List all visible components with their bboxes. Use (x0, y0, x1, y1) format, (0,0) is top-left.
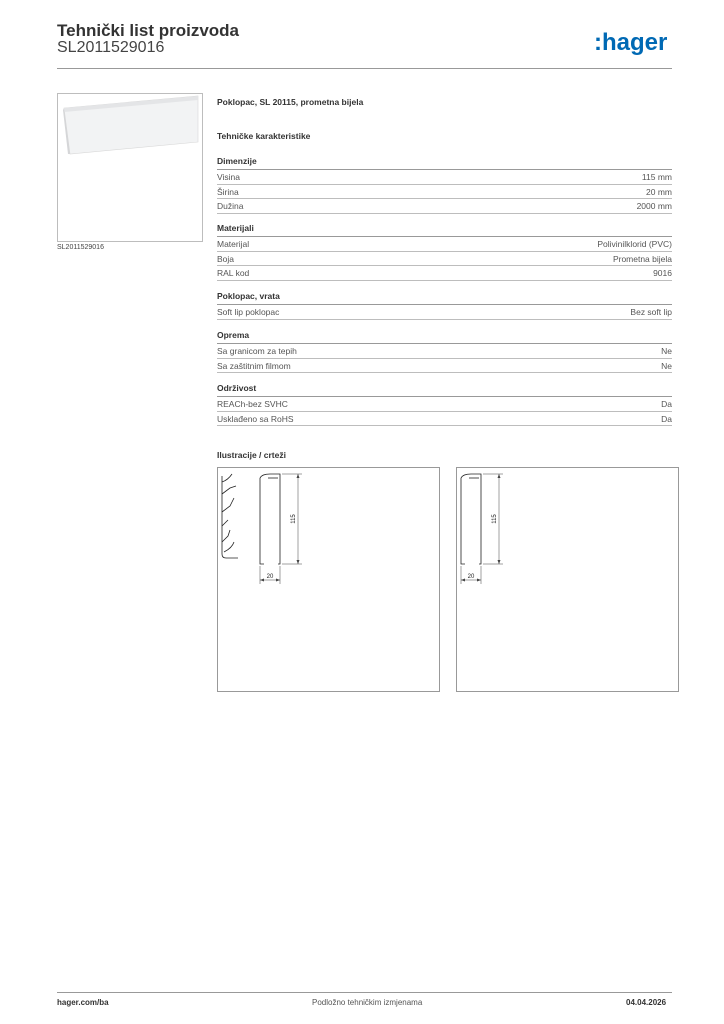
group-materials (217, 223, 672, 281)
group-title: Dimenzije (217, 156, 672, 170)
spec-value: 9016 (653, 268, 672, 278)
footer-website-link[interactable]: hager.com/ba (57, 998, 109, 1007)
spec-row (217, 237, 672, 252)
group-title: Poklopac, vrata (217, 291, 672, 305)
spec-value: Polivinilklorid (PVC) (597, 239, 672, 249)
spec-label: Soft lip poklopac (217, 307, 280, 317)
spec-value: 2000 mm (636, 201, 672, 211)
spec-label: Dužina (217, 201, 244, 211)
header-divider (57, 68, 672, 69)
spec-value: 20 mm (646, 186, 672, 197)
technical-drawing-1 (217, 467, 440, 692)
height-dimension: 115 (492, 514, 498, 524)
footer-note: Podložno tehničkim izmjenama (312, 998, 423, 1007)
spec-row (217, 412, 672, 427)
spec-label: Širina (217, 186, 239, 197)
group-equipment (217, 330, 672, 373)
svg-text::hager: :hager (594, 29, 668, 56)
group-title: Materijali (217, 223, 672, 237)
group-cover-door (217, 291, 672, 320)
spec-label: RAL kod (217, 268, 250, 278)
footer-divider (57, 992, 672, 993)
spec-value: 115 mm (641, 172, 672, 182)
spec-label: REACh-bez SVHC (217, 399, 288, 409)
page-title: Tehnički list proizvoda (57, 21, 239, 40)
group-title: Održivost (217, 383, 672, 397)
spec-row (217, 266, 672, 281)
spec-label: Boja (217, 253, 235, 264)
spec-value: Ne (661, 346, 672, 356)
image-caption: SL2011529016 (57, 244, 104, 251)
spec-row (217, 185, 672, 200)
spec-value: Bez soft lip (630, 307, 672, 317)
footer-date: 04.04.2026 (626, 998, 667, 1007)
spec-label: Sa zaštitnim filmom (217, 360, 291, 371)
spec-row (217, 199, 672, 214)
spec-row (217, 359, 672, 374)
spec-label: Visina (217, 172, 240, 182)
product-code: SL2011529016 (57, 39, 165, 56)
illustrations-heading: Ilustracije / crteži (217, 450, 286, 460)
group-title: Oprema (217, 330, 672, 344)
product-image (57, 93, 203, 242)
spec-value: Da (661, 399, 672, 409)
spec-row (217, 344, 672, 359)
spec-label: Usklađeno sa RoHS (217, 413, 294, 424)
spec-value: Da (661, 413, 672, 424)
spec-row (217, 397, 672, 412)
width-dimension: 20 (266, 574, 274, 580)
spec-label: Materijal (217, 239, 250, 249)
spec-row (217, 305, 672, 320)
spec-row (217, 170, 672, 185)
spec-value: Ne (661, 360, 672, 371)
product-name: Poklopac, SL 20115, prometna bijela (217, 97, 364, 107)
group-dimensions (217, 156, 672, 214)
spec-label: Sa granicom za tepih (217, 346, 297, 356)
spec-row (217, 252, 672, 267)
technical-drawing-2 (456, 467, 679, 692)
spec-value: Prometna bijela (612, 253, 672, 264)
height-dimension: 115 (291, 514, 297, 524)
hager-logo (594, 26, 674, 58)
characteristics-heading: Tehničke karakteristike (217, 131, 311, 141)
width-dimension: 20 (467, 574, 475, 580)
group-sustainability (217, 383, 672, 426)
